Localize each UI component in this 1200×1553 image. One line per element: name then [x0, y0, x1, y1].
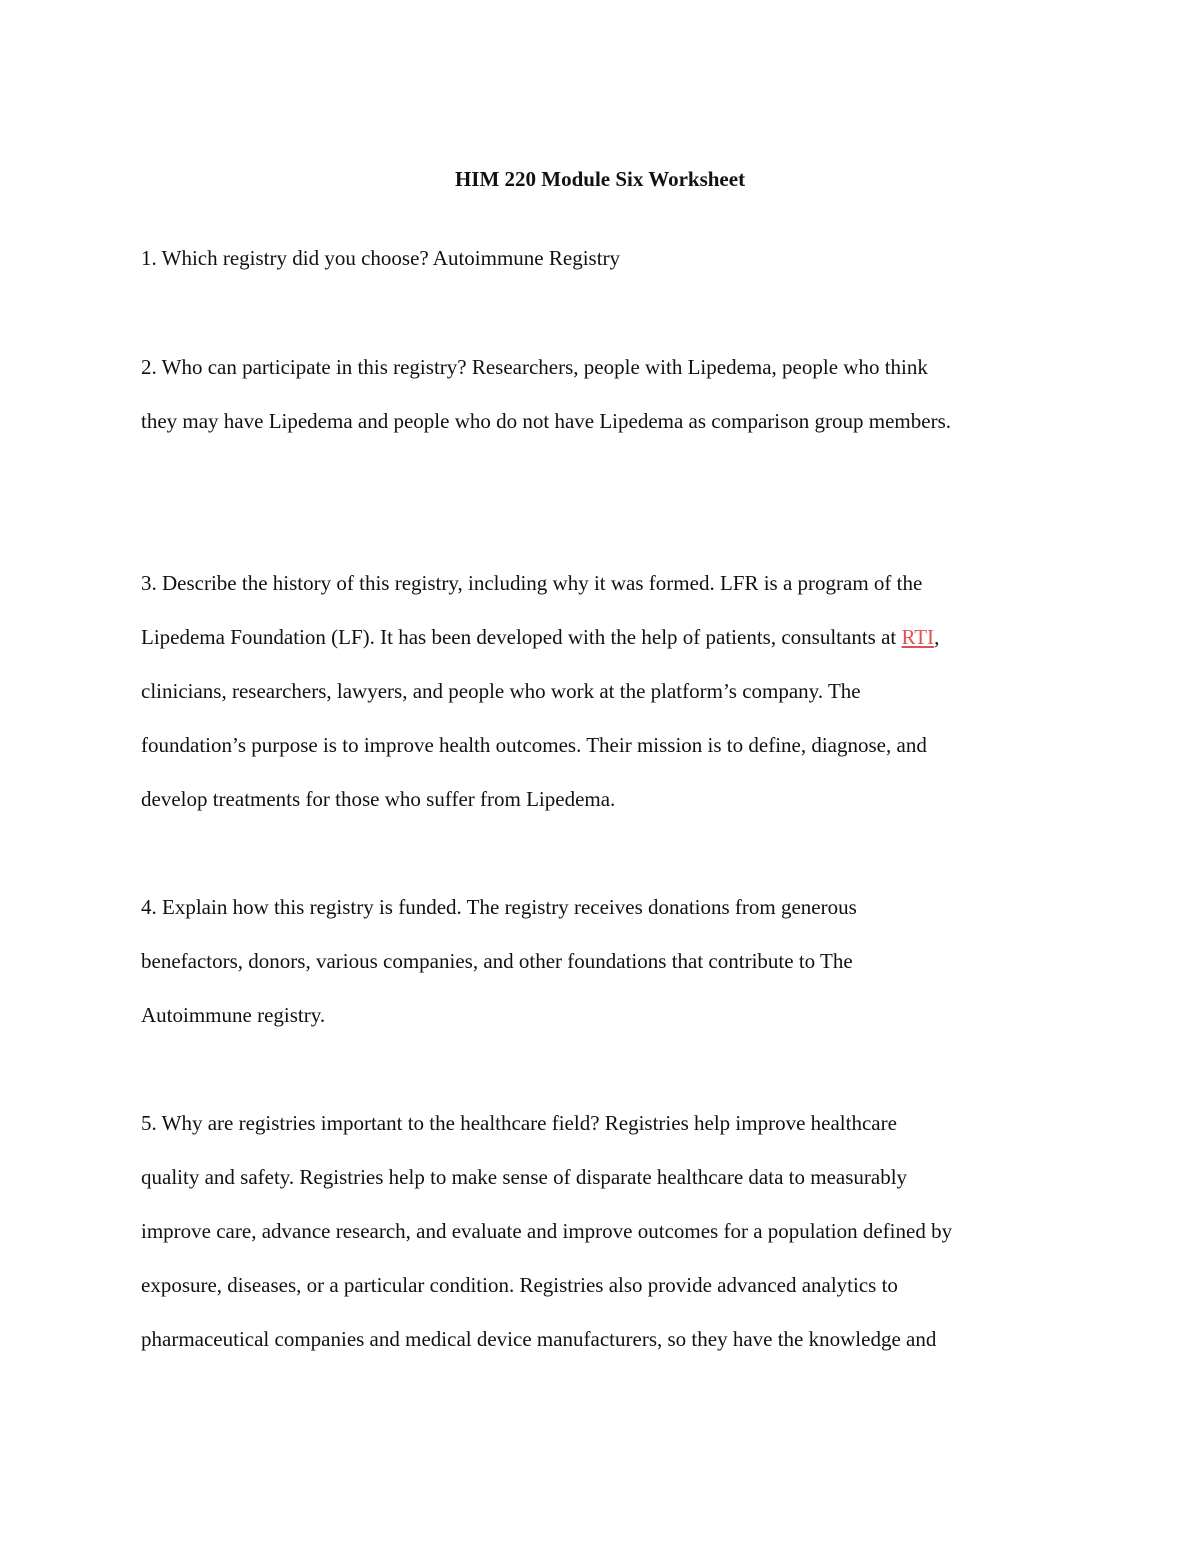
question-3-line-3: clinicians, researchers, lawyers, and people who work at the platform’s company. The — [141, 679, 861, 703]
question-2-line-1: 2. Who can participate in this registry? Researchers, people with Lipedema, people who think — [141, 355, 928, 379]
question-5-line-4: exposure, diseases, or a particular condition. Registries also provide advanced analytics to — [141, 1273, 898, 1297]
question-3-line-2-text: Lipedema Foundation (LF). It has been developed with the help of patients, consultants at — [141, 625, 902, 649]
question-4-line-2: benefactors, donors, various companies, and other foundations that contribute to The — [141, 949, 853, 973]
question-5-line-1: 5. Why are registries important to the healthcare field? Registries help improve healthcare — [141, 1111, 897, 1135]
rti-link[interactable]: RTI — [901, 625, 935, 649]
question-4 — [141, 880, 1056, 1042]
document-title: HIM 220 Module Six Worksheet — [454, 167, 746, 191]
question-2-line-2: they may have Lipedema and people who do not have Lipedema as comparison group members. — [141, 409, 951, 433]
question-1 — [141, 231, 1056, 285]
question-5-line-2: quality and safety. Registries help to make sense of disparate healthcare data to measurably — [141, 1165, 908, 1189]
question-5-line-5: pharmaceutical companies and medical device manufacturers, so they have the knowledge and — [141, 1327, 937, 1351]
question-1-line-1: 1. Which registry did you choose? Autoimmune Registry — [141, 246, 621, 270]
question-3 — [141, 556, 1056, 826]
question-3-line-1: 3. Describe the history of this registry, including why it was formed. LFR is a program of the — [141, 571, 923, 595]
question-3-line-2-comma: , — [934, 625, 940, 649]
question-3-line-4: foundation’s purpose is to improve health outcomes. Their mission is to define, diagnose, and — [141, 733, 927, 757]
question-5-line-3: improve care, advance research, and evaluate and improve outcomes for a population defined by — [141, 1219, 953, 1243]
question-2 — [141, 340, 1056, 448]
question-3-line-5: develop treatments for those who suffer from Lipedema. — [141, 787, 616, 811]
question-5 — [141, 1096, 1056, 1366]
question-4-line-1: 4. Explain how this registry is funded. The registry receives donations from generous — [141, 895, 857, 919]
question-3-line-2 — [141, 610, 1056, 664]
question-4-line-3: Autoimmune registry. — [141, 1003, 326, 1027]
